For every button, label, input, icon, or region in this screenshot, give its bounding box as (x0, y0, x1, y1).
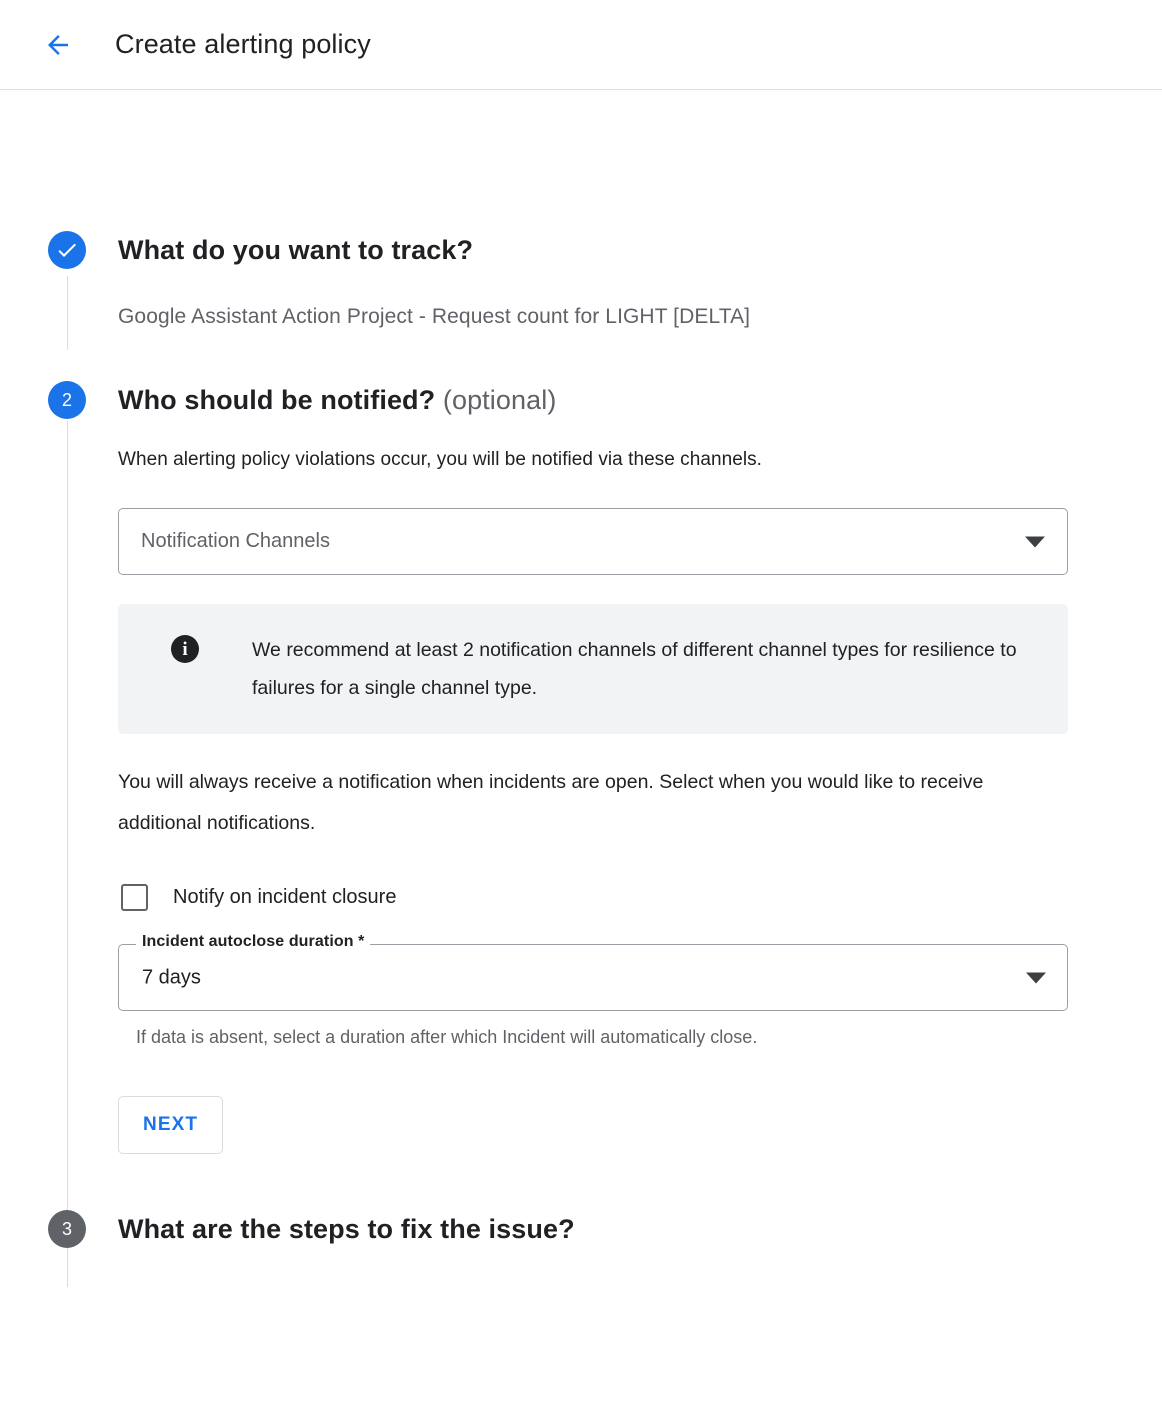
chevron-down-icon (1025, 536, 1045, 547)
page-title: Create alerting policy (115, 29, 371, 59)
incident-autoclose-duration-value: 7 days (142, 966, 201, 988)
step-1-marker-col (0, 231, 118, 269)
banner-icon-wrap (118, 631, 252, 663)
field-outline (118, 944, 1068, 1011)
step-2-title-text: Who should be notified? (118, 385, 436, 415)
step-1-summary: Google Assistant Action Project - Request count for LIGHT [DELTA] (118, 305, 751, 328)
step-2-body (0, 419, 1068, 1154)
step-3-number: 3 (48, 1210, 86, 1248)
step-1-title: What do you want to track? (118, 235, 474, 265)
step-2-number: 2 (48, 381, 86, 419)
step-2-title-optional: (optional) (442, 385, 557, 415)
wizard-steps (0, 90, 1162, 1288)
notify-on-closure-row[interactable] (118, 884, 1068, 911)
arrow-left-icon (43, 30, 73, 60)
incident-autoclose-helper-text: If data is absent, select a duration after which Incident will automatically close. (136, 1027, 758, 1047)
back-button[interactable] (34, 21, 82, 69)
notify-on-closure-checkbox[interactable] (121, 884, 148, 911)
step-1 (0, 90, 1162, 329)
step-2-header (0, 381, 1162, 419)
notify-on-closure-label: Notify on incident closure (173, 886, 397, 908)
step-2-marker-col (0, 381, 118, 419)
next-button[interactable]: NEXT (118, 1096, 223, 1154)
additional-notifications-text: You will always receive a notification when incidents are open. Select when you would like to receive additional notifications. (118, 771, 984, 834)
step-3-title: What are the steps to fix the issue? (118, 1214, 575, 1244)
step-2-intro-text: When alerting policy violations occur, you will be notified via these channels. (118, 449, 762, 470)
info-icon: i (171, 635, 199, 663)
step-2-title (118, 381, 556, 419)
notification-channels-select[interactable] (118, 508, 1068, 575)
page-header (0, 0, 1162, 90)
incident-autoclose-duration-select[interactable] (118, 933, 1068, 1011)
step-3-marker-col (0, 1210, 118, 1248)
chevron-down-icon (1026, 972, 1046, 983)
check-icon (55, 238, 79, 262)
recommendation-banner (118, 604, 1068, 734)
step-1-header (0, 90, 1162, 269)
notification-channels-placeholder: Notification Channels (141, 530, 330, 552)
step-3-header (0, 1210, 1162, 1248)
step-2-connector (67, 421, 68, 1287)
step-1-connector (67, 276, 68, 350)
incident-autoclose-duration-label: Incident autoclose duration * (136, 933, 370, 951)
step-2 (0, 381, 1162, 1154)
step-1-status-icon (48, 231, 86, 269)
recommendation-banner-text: We recommend at least 2 notification channels of different channel types for resilience to failures for a single channel type. (252, 639, 1017, 699)
